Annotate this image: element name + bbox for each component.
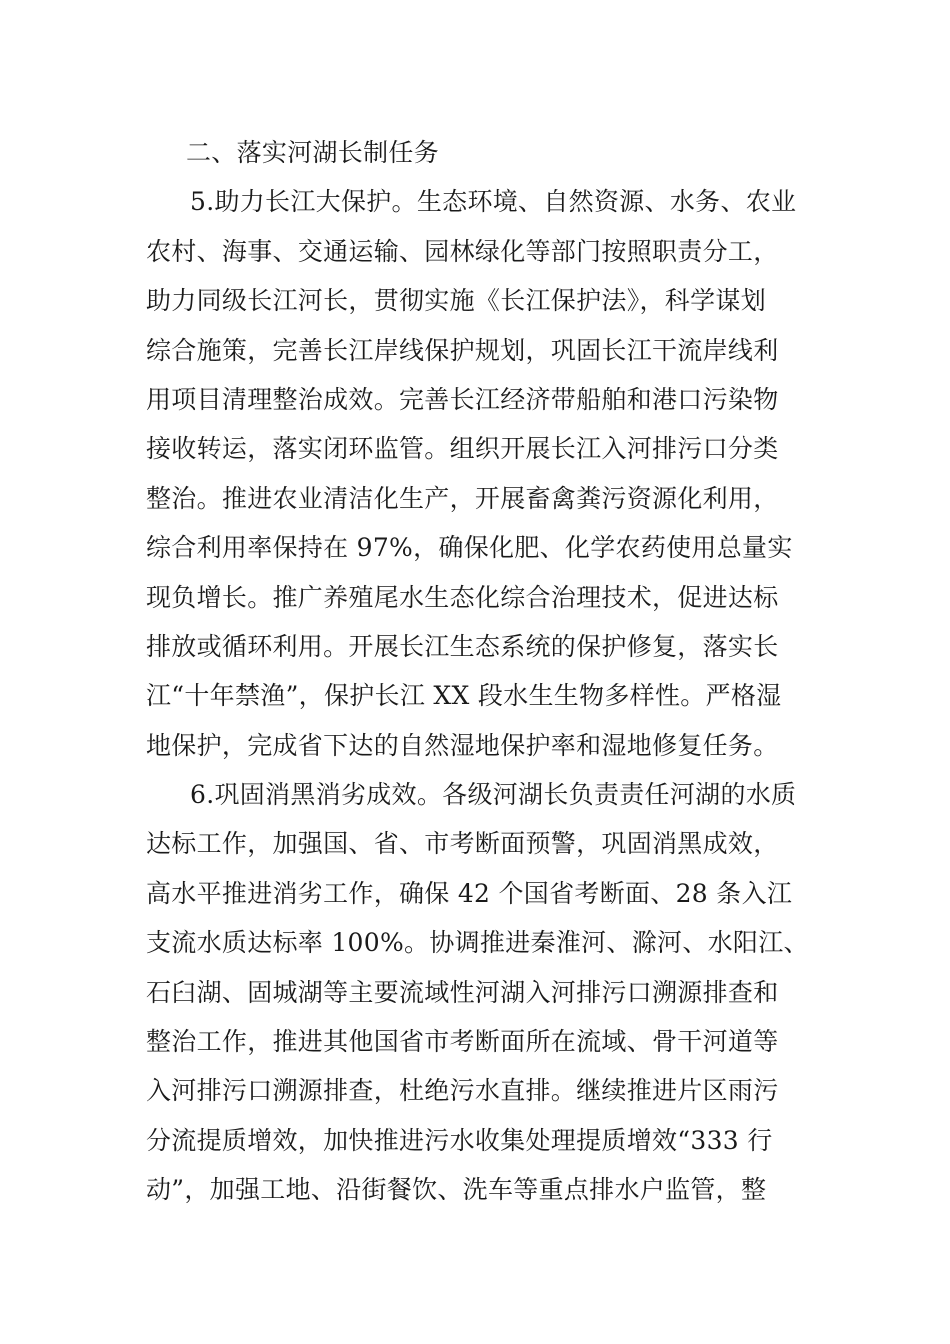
paragraph-6 [146, 770, 818, 1215]
paragraph-line: 助力同级长江河长，贯彻实施《长江保护法》，科学谋划 [146, 286, 767, 316]
paragraph-line: 整治工作，推进其他国省市考断面所在流域、骨干河道等 [146, 1027, 779, 1057]
paragraph-line: 综合利用率保持在 97%，确保化肥、化学农药使用总量实 [146, 533, 793, 563]
paragraph-line: 地保护，完成省下达的自然湿地保护率和湿地修复任务。 [146, 730, 779, 760]
paragraph-line: 6.巩固消黑消劣成效。各级河湖长负责责任河湖的水质 [190, 780, 797, 810]
paragraph-line: 入河排污口溯源排查，杜绝污水直排。继续推进片区雨污 [146, 1076, 779, 1106]
paragraph-line: 达标工作，加强国、省、市考断面预警，巩固消黑成效， [146, 829, 779, 859]
paragraph-line: 整治。推进农业清洁化生产，开展畜禽粪污资源化利用， [146, 483, 779, 513]
paragraph-line: 用项目清理整治成效。完善长江经济带船舶和港口污染物 [146, 384, 779, 414]
paragraph-line: 石臼湖、固城湖等主要流域性河湖入河排污口溯源排查和 [146, 977, 779, 1007]
paragraph-line: 综合施策，完善长江岸线保护规划，巩固长江干流岸线利 [146, 335, 779, 365]
paragraph-line: 接收转运，落实闭环监管。组织开展长江入河排污口分类 [146, 434, 779, 464]
paragraph-line: 支流水质达标率 100%。协调推进秦淮河、滁河、水阳江、 [146, 928, 809, 958]
section-heading: 二、落实河湖长制任务 [186, 138, 440, 167]
paragraph-line: 高水平推进消劣工作，确保 42 个国省考断面、28 条入江 [146, 878, 793, 908]
paragraph-line: 现负增长。推广养殖尾水生态化综合治理技术，促进达标 [146, 582, 779, 612]
document-body [146, 128, 818, 1215]
paragraph-line: 江“十年禁渔”，保护长江 XX 段水生生物多样性。严格湿 [146, 681, 782, 711]
paragraph-line: 5.助力长江大保护。生态环境、自然资源、水务、农业 [190, 187, 797, 217]
paragraph-line: 排放或循环利用。开展长江生态系统的保护修复，落实长 [146, 631, 779, 661]
paragraph-line: 分流提质增效，加快推进污水收集处理提质增效“333 行 [146, 1125, 773, 1155]
paragraph-5 [146, 177, 818, 770]
paragraph-line: 动”，加强工地、沿街餐饮、洗车等重点排水户监管，整 [146, 1175, 767, 1205]
paragraph-line: 农村、海事、交通运输、园林绿化等部门按照职责分工， [146, 236, 779, 266]
